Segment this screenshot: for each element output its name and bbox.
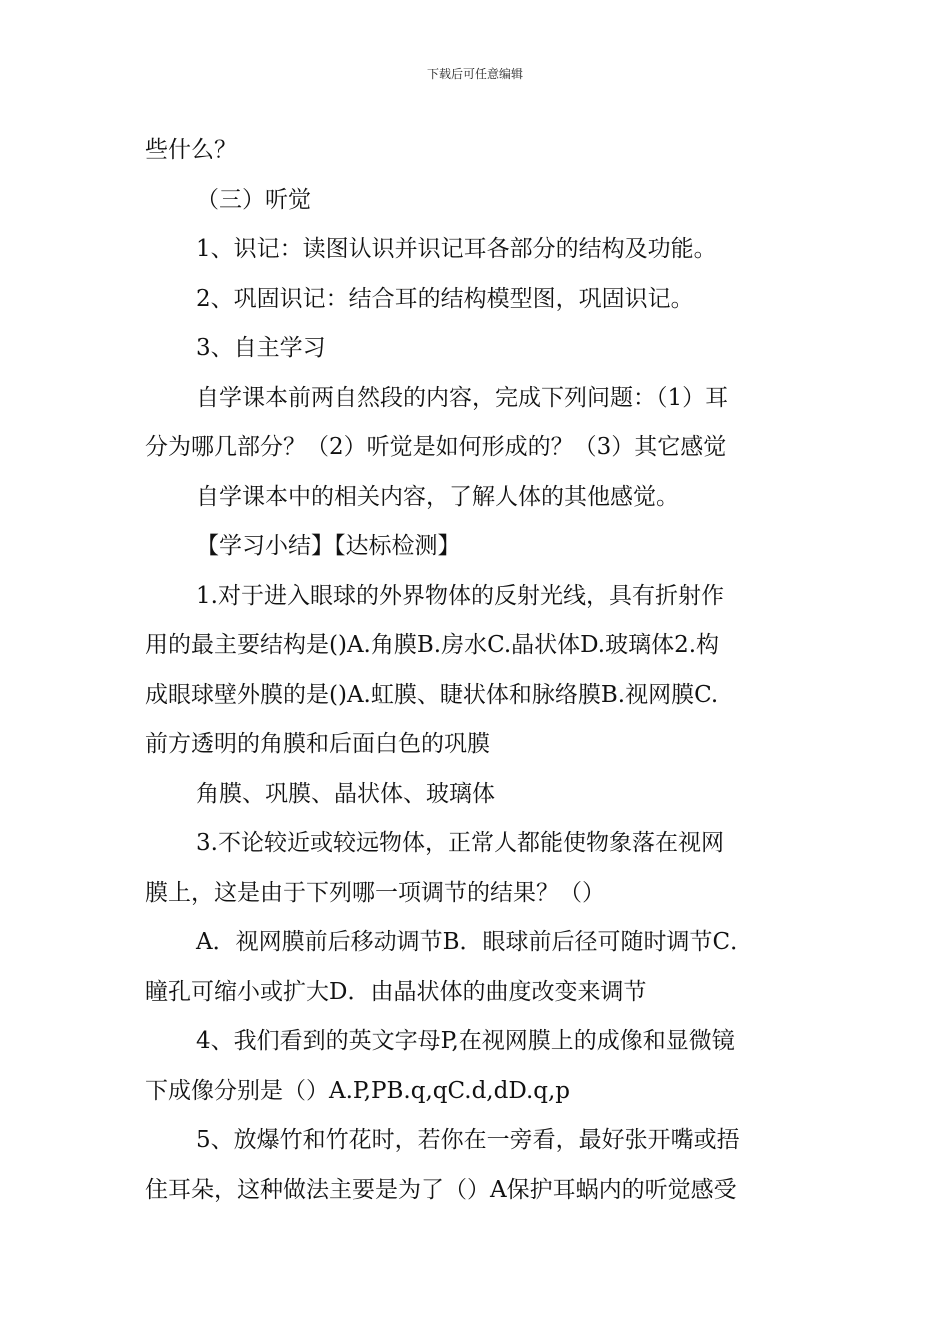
text-line: 住耳朵，这种做法主要是为了（）A保护耳蜗内的听觉感受 xyxy=(145,1176,737,1203)
text-line: 角膜、巩膜、晶状体、玻璃体 xyxy=(196,780,495,807)
text-line: 成眼球壁外膜的是()A.虹膜、睫状体和脉络膜B.视网膜C. xyxy=(145,681,719,708)
text-line: 瞳孔可缩小或扩大D．由晶状体的曲度改变来调节 xyxy=(145,978,647,1005)
text-line: 【学习小结】【达标检测】 xyxy=(196,533,461,559)
text-line: 自学课本中的相关内容，了解人体的其他感觉。 xyxy=(196,483,679,510)
text-line: 2、巩固识记：结合耳的结构模型图，巩固识记。 xyxy=(196,285,694,312)
text-line: 5、放爆竹和竹花时，若你在一旁看，最好张开嘴或捂 xyxy=(196,1127,740,1153)
text-line: 1、识记：读图认识并识记耳各部分的结构及功能。 xyxy=(196,236,717,262)
text-line: 3、自主学习 xyxy=(196,335,326,361)
text-line: 3.不论较近或较远物体，正常人都能使物象落在视网 xyxy=(196,830,724,856)
page-header: 下载后可任意编辑 xyxy=(426,67,523,81)
text-line: 膜上，这是由于下列哪一项调节的结果？（） xyxy=(145,879,605,906)
text-line: 自学课本前两自然段的内容，完成下列问题：（1）耳 xyxy=(196,384,729,411)
document-body xyxy=(145,126,810,1215)
text-line: （三）听觉 xyxy=(196,186,311,213)
text-line: 4、我们看到的英文字母P,在视网膜上的成像和显微镜 xyxy=(196,1028,735,1054)
text-line: 前方透明的角膜和后面白色的巩膜 xyxy=(145,731,490,757)
text-line: A．视网膜前后移动调节B．眼球前后径可随时调节C． xyxy=(196,929,754,955)
text-line: 分为哪几部分？（2）听觉是如何形成的？（3）其它感觉 xyxy=(145,434,727,460)
text-line: 些什么？ xyxy=(145,137,237,163)
text-line: 下成像分别是（）A.P,PB.q,qC.d,dD.q,p xyxy=(145,1077,571,1104)
text-line: 用的最主要结构是()A.角膜B.房水C.晶状体D.玻璃体2.构 xyxy=(145,632,720,658)
text-line: 1.对于进入眼球的外界物体的反射光线，具有折射作 xyxy=(196,582,724,609)
